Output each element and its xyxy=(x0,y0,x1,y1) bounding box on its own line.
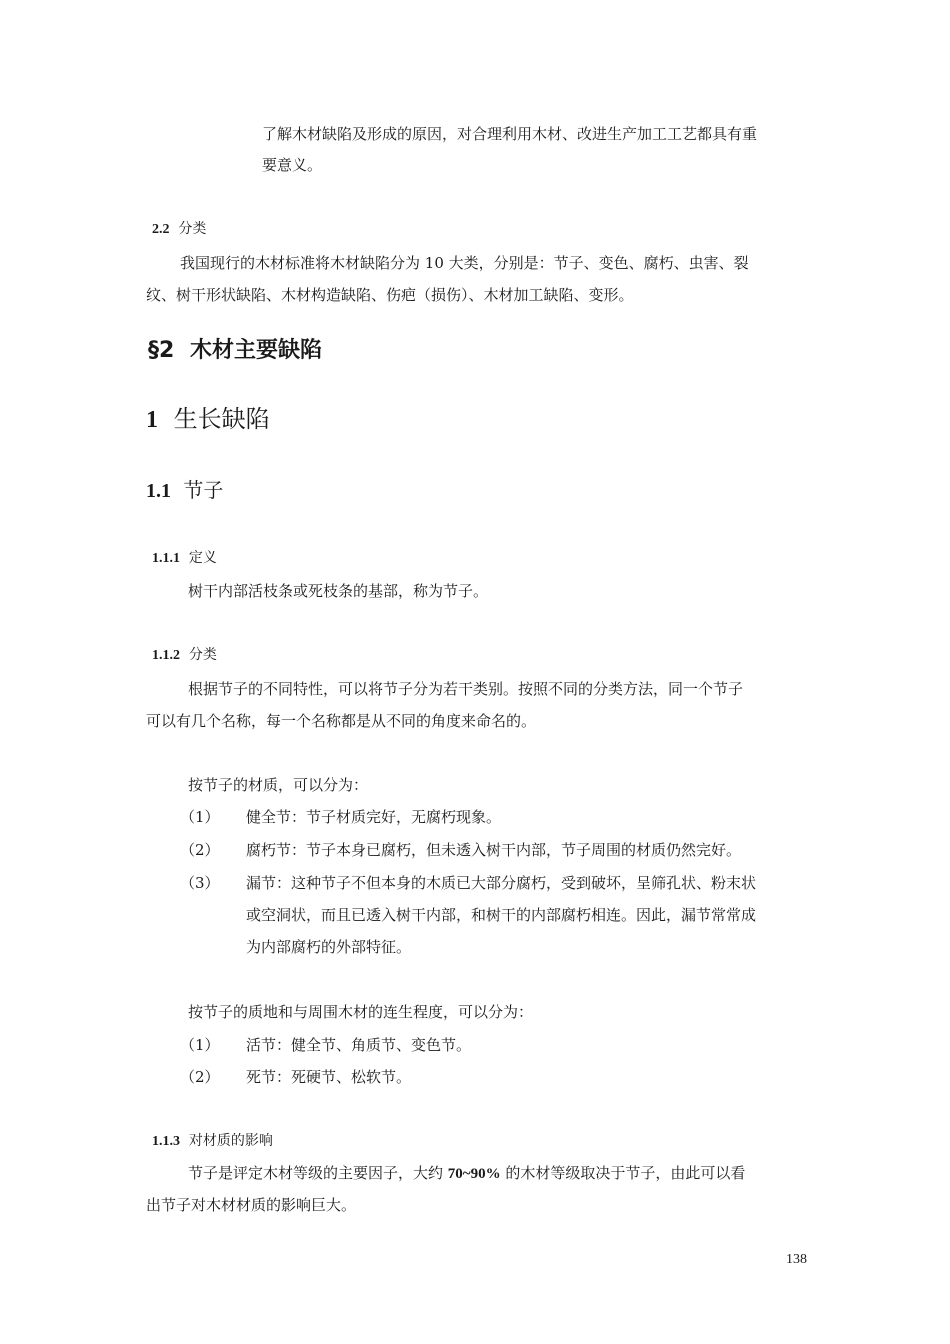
list-text: 腐朽节：节子本身已腐朽，但未透入树干内部，节子周围的材质仍然完好。 xyxy=(246,841,742,859)
heading-1-1-3-title: 对材质的影响 xyxy=(188,1133,273,1149)
list-text: 或空洞状，而且已透入树干内部，和树干的内部腐朽相连。因此，漏节常常成 xyxy=(246,906,757,924)
h113-line-2: 出节子对木材材质的影响巨大。 xyxy=(146,1196,357,1214)
section-2-2-heading xyxy=(152,222,206,237)
heading-1-1-3-number: 1.1.3 xyxy=(152,1134,180,1149)
h113-percentage: 70~90% xyxy=(447,1166,501,1182)
intro-line-2: 要意义。 xyxy=(262,156,323,174)
heading-1-number: 1 xyxy=(146,407,158,433)
heading-1-1 xyxy=(146,480,223,501)
h113-line-1-a: 节子是评定木材等级的主要因子，大约 xyxy=(188,1164,444,1182)
h113-line-1-c: 的木材等级取决于节子，由此可以看 xyxy=(505,1164,746,1182)
heading-1-1-2-number: 1.1.2 xyxy=(152,648,180,663)
section-title: 分类 xyxy=(178,221,207,237)
heading-1-1-2 xyxy=(152,648,217,663)
page-number: 138 xyxy=(786,1252,807,1267)
h112-line-2: 可以有几个名称，每一个名称都是从不同的角度来命名的。 xyxy=(146,712,537,730)
list-text: 健全节：节子材质完好，无腐朽现象。 xyxy=(246,808,502,826)
heading-1-1-1-title: 定义 xyxy=(188,550,217,566)
heading-1 xyxy=(146,407,270,432)
heading-1-1-3 xyxy=(152,1134,273,1149)
s22-line-2: 纹、树干形状缺陷、木材构造缺陷、伤疤（损伤）、木材加工缺陷、变形。 xyxy=(146,286,634,304)
list-text: 死节：死硬节、松软节。 xyxy=(246,1068,412,1086)
heading-1-1-title: 节子 xyxy=(183,478,224,502)
heading-1-1-1 xyxy=(152,551,217,566)
list-text: 活节：健全节、角质节、变色节。 xyxy=(246,1036,472,1054)
h112-line-1: 根据节子的不同特性，可以将节子分为若干类别。按照不同的分类方法，同一个节子 xyxy=(188,680,744,698)
by-texture-intro: 按节子的质地和与周围木材的连生程度，可以分为： xyxy=(188,1003,534,1021)
list-marker: （3） xyxy=(180,874,220,892)
list-text: 漏节：这种节子不但本身的木质已大部分腐朽，受到破坏，呈筛孔状、粉末状 xyxy=(246,874,757,892)
list-marker: （1） xyxy=(180,808,220,826)
heading-1-title: 生长缺陷 xyxy=(173,405,270,433)
intro-line-1: 了解木材缺陷及形成的原因，对合理利用木材、改进生产加工工艺都具有重 xyxy=(262,125,758,143)
heading-1-1-2-title: 分类 xyxy=(188,647,217,663)
list-text: 为内部腐朽的外部特征。 xyxy=(246,938,412,956)
h111-text: 树干内部活枝条或死枝条的基部，称为节子。 xyxy=(188,582,489,600)
chapter-title: 木材主要缺陷 xyxy=(189,338,322,363)
chapter-mark: §2 xyxy=(148,338,175,363)
heading-1-1-1-number: 1.1.1 xyxy=(152,551,180,566)
chapter-heading xyxy=(148,340,322,362)
heading-1-1-number: 1.1 xyxy=(146,480,171,502)
s22-line-1: 我国现行的木材标准将木材缺陷分为 10 大类，分别是：节子、变色、腐朽、虫害、裂 xyxy=(180,254,749,272)
by-material-intro: 按节子的材质，可以分为： xyxy=(188,776,369,794)
list-marker: （2） xyxy=(180,1068,220,1086)
list-marker: （1） xyxy=(180,1036,220,1054)
h113-line-1 xyxy=(188,1166,745,1182)
section-number: 2.2 xyxy=(152,222,170,237)
list-marker: （2） xyxy=(180,841,220,859)
